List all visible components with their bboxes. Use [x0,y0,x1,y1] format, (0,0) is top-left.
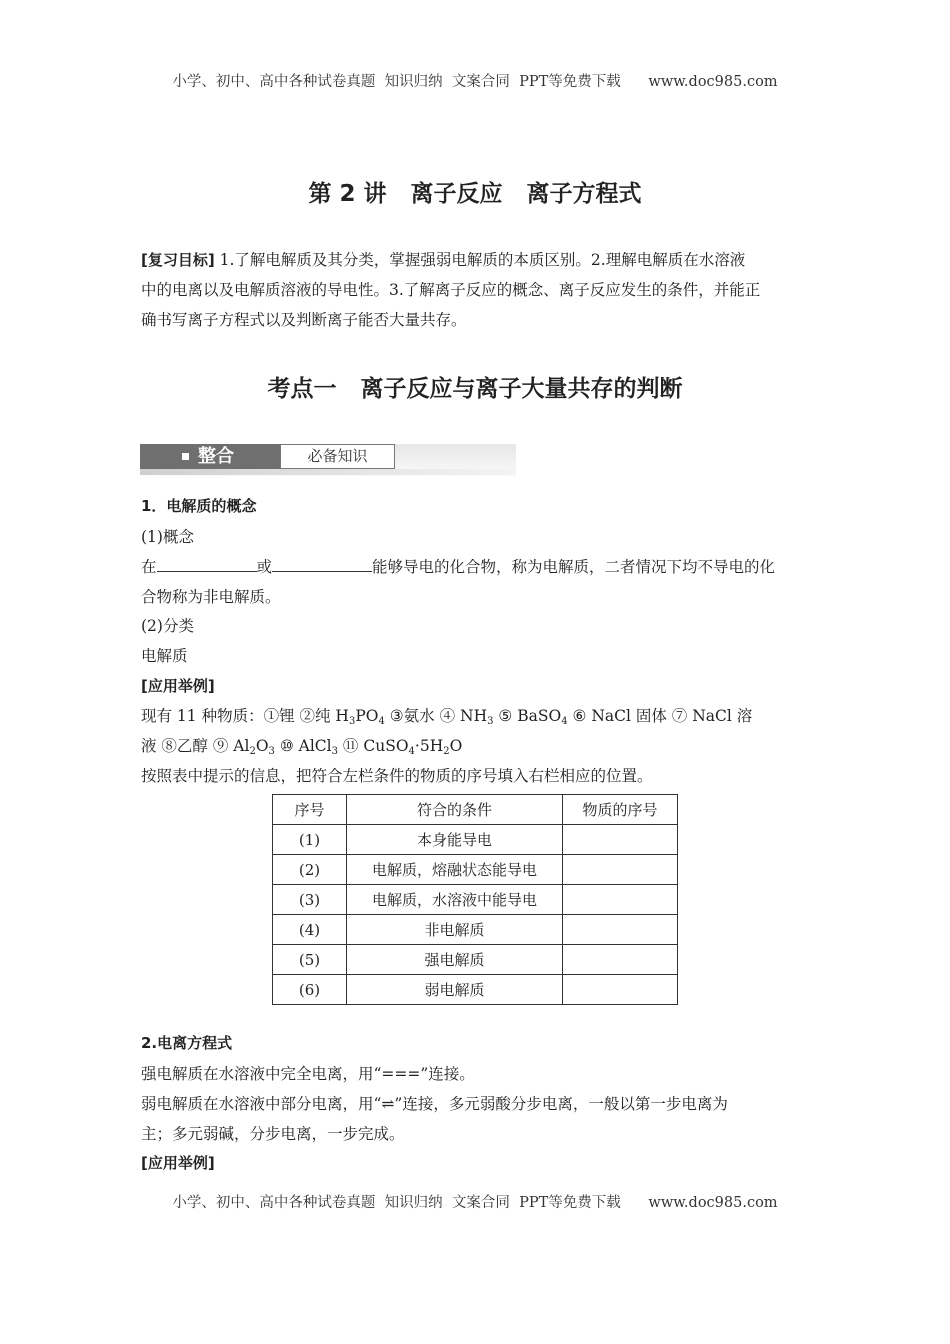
table-header: 物质的序号 [563,795,678,825]
answer-cell[interactable] [563,945,678,975]
banner-underline [140,469,516,475]
text-segment: ⑩ AlCl [274,737,332,755]
text-segment: ⑪ CuSO [338,737,409,755]
example-label: [应用举例] [141,677,215,695]
definition-line-1 [141,552,811,582]
section-title: 考点一 离子反应与离子大量共存的判断 [267,376,683,402]
text-segment: PO [355,707,379,725]
table-header: 序号 [273,795,347,825]
ionization-line-3: 主；多元弱碱，分步电离，一步完成。 [141,1125,405,1143]
sub-heading-concept: (1)概念 [141,528,194,546]
table-header-row [273,795,678,825]
text-segment: 现有 11 种物质：①锂 ②纯 H [141,707,349,725]
subscript: 4 [378,716,385,727]
def-text: 能够导电的化合物，称为电解质，二者情况下均不导电的化 [372,558,776,576]
table-header: 符合的条件 [347,795,563,825]
blank-field[interactable] [157,557,257,572]
review-text: 1.了解电解质及其分类，掌握强弱电解质的本质区别。2.理解电解质在水溶液 [214,251,746,269]
table-cell: 非电解质 [347,915,563,945]
table-cell: 电解质，水溶液中能导电 [347,885,563,915]
table-cell: 本身能导电 [347,825,563,855]
review-line-3: 确书写离子方程式以及判断离子能否大量共存。 [141,311,467,329]
page-footer: 小学、初中、高中各种试卷真题 知识归纳 文案合同 PPT等免费下载 www.doc985.com [172,1195,778,1211]
table-cell: (5) [273,945,347,975]
table-row [273,945,678,975]
blank-field[interactable] [272,557,372,572]
text-segment: ⑤ BaSO [493,707,562,725]
def-text: 在 [141,558,157,576]
sub-heading-class: (2)分类 [141,617,194,635]
lesson-title: 第 2 讲 离子反应 离子方程式 [308,181,642,207]
ionization-line-2: 弱电解质在水溶液中部分电离，用“⇌”连接，多元弱酸分步电离，一般以第一步电离为 [141,1095,728,1113]
text-segment: ⑥ NaCl 固体 ⑦ NaCl 溶 [567,707,753,725]
text-segment: 液 ⑧乙醇 ⑨ Al [141,737,250,755]
answer-cell[interactable] [563,825,678,855]
square-icon [182,453,189,460]
subscript: 3 [348,716,356,727]
answer-cell[interactable] [563,975,678,1005]
section-banner [140,442,516,476]
table-cell: (2) [273,855,347,885]
table-cell: (4) [273,915,347,945]
instruction: 按照表中提示的信息，把符合左栏条件的物质的序号填入右栏相应的位置。 [141,767,653,785]
table-cell: (6) [273,975,347,1005]
table-row [273,855,678,885]
definition-line-2: 合物称为非电解质。 [141,588,281,606]
heading-1: 1．电解质的概念 [141,497,257,515]
ionization-line-1: 强电解质在水溶液中完全电离，用“===”连接。 [141,1065,475,1083]
table-cell: 强电解质 [347,945,563,975]
subscript: 2 [249,746,256,757]
table-cell: 电解质，熔融状态能导电 [347,855,563,885]
table-cell: (3) [273,885,347,915]
text-segment: O [449,737,463,755]
review-line-2: 中的电离以及电解质溶液的导电性。3.了解离子反应的概念、离子反应发生的条件，并能正 [141,281,761,299]
banner-dark-label: 整合 [198,446,234,467]
answer-cell[interactable] [563,885,678,915]
table-cell: (1) [273,825,347,855]
table-cell: 弱电解质 [347,975,563,1005]
review-line-1 [141,245,811,275]
subscript: 3 [487,716,494,727]
subscript: 4 [408,746,415,757]
banner-light-label: 必备知识 [280,444,395,469]
table-row [273,825,678,855]
review-label: [复习目标] [141,251,215,269]
text-segment: ③氨水 ④ NH [384,707,488,725]
heading-2: 2.电离方程式 [141,1034,233,1052]
def-text: 或 [256,558,273,576]
page-header: 小学、初中、高中各种试卷真题 知识归纳 文案合同 PPT等免费下载 www.doc985.com [172,74,778,90]
subscript: 4 [561,716,568,727]
subscript: 3 [268,746,275,757]
banner-dark [140,444,280,469]
class-text: 电解质 [141,647,188,665]
example-label-2: [应用举例] [141,1154,215,1172]
text-segment: O [255,737,269,755]
answer-cell[interactable] [563,915,678,945]
subscript: 3 [331,746,338,757]
answer-cell[interactable] [563,855,678,885]
subscript: 2 [443,746,450,757]
table-row [273,885,678,915]
table-row [273,915,678,945]
table-row [273,975,678,1005]
classification-table [272,794,678,1005]
text-segment: ·5H [414,737,444,755]
